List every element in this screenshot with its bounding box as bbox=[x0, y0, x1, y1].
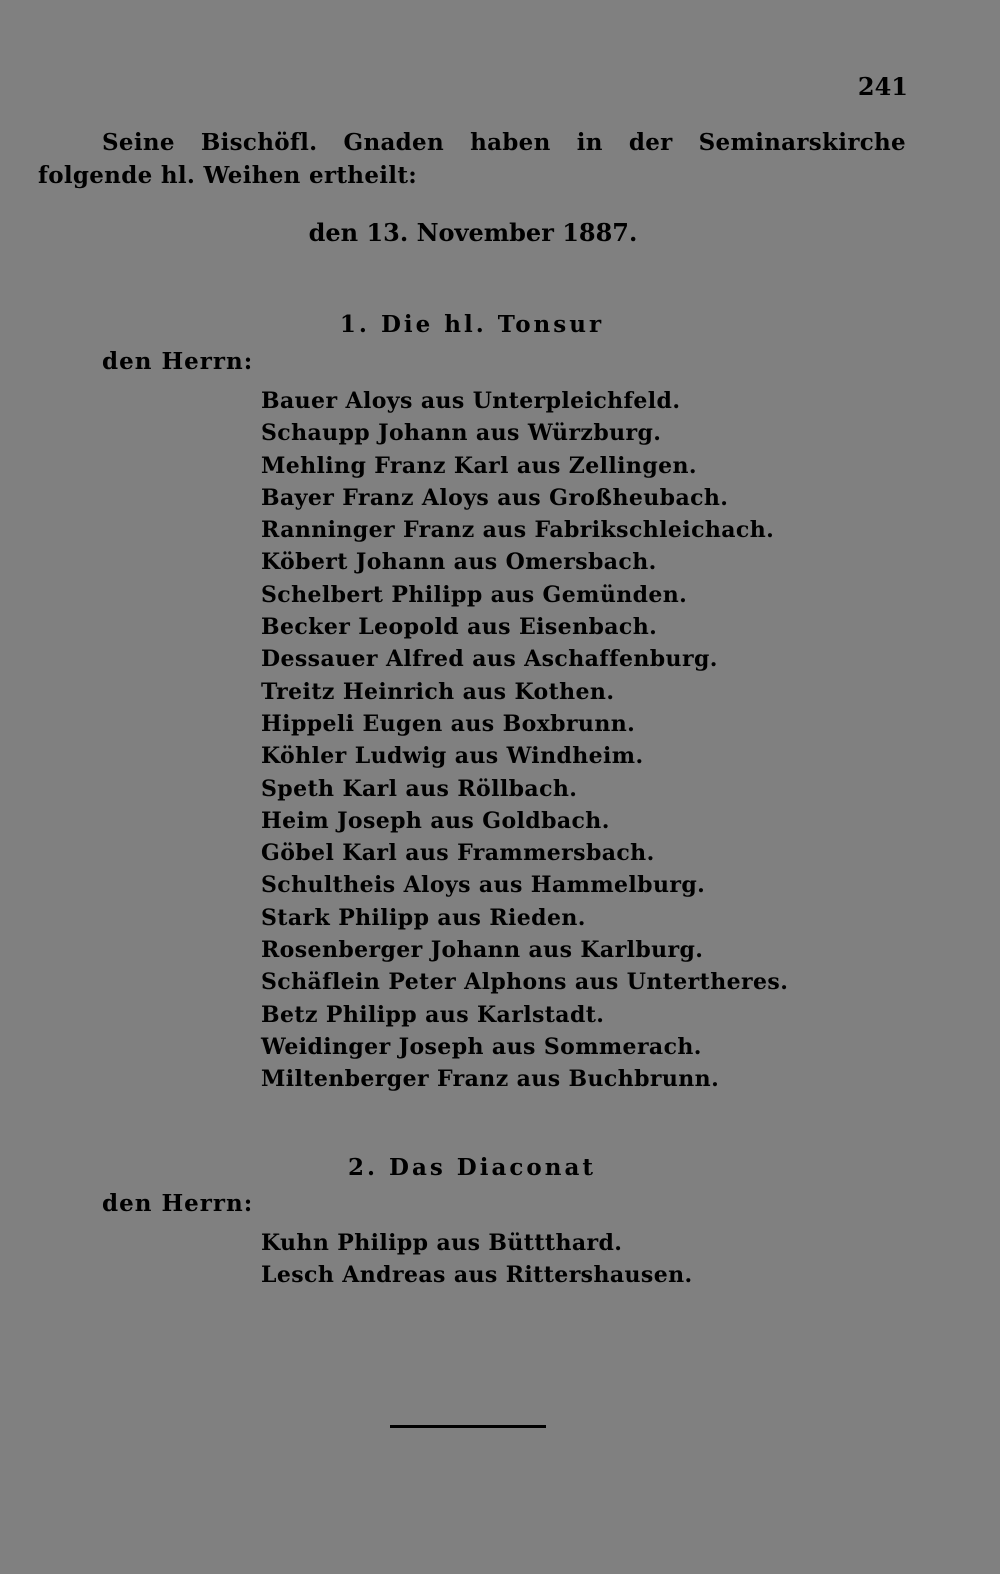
list-item: Ranninger Franz aus Fabrikschleichach. bbox=[261, 517, 775, 544]
list-item: Lesch Andreas aus Rittershausen. bbox=[261, 1262, 693, 1289]
closing-rule bbox=[390, 1425, 546, 1428]
list-item: Kuhn Philipp aus Büttthard. bbox=[261, 1230, 623, 1256]
list-item: Bauer Aloys aus Unterpleichfeld. bbox=[261, 388, 681, 414]
list-item: Bayer Franz Aloys aus Großheubach. bbox=[261, 484, 729, 511]
list-item: Weidinger Joseph aus Sommerach. bbox=[261, 1033, 702, 1060]
list-item: Dessauer Alfred aus Aschaffenburg. bbox=[261, 646, 718, 673]
list-item: Rosenberger Johann aus Karlburg. bbox=[261, 937, 704, 964]
name-list-tonsur bbox=[261, 385, 788, 1096]
list-item: Hippeli Eugen aus Boxbrunn. bbox=[261, 710, 636, 737]
addressee-tonsur: den Herrn: bbox=[102, 348, 254, 375]
list-item: Speth Karl aus Röllbach. bbox=[261, 775, 578, 802]
ordination-date: den 13. November 1887. bbox=[308, 218, 638, 247]
list-item: Betz Philipp aus Karlstadt. bbox=[261, 1001, 605, 1028]
list-item: Stark Philipp aus Rieden. bbox=[261, 904, 586, 931]
list-item: Mehling Franz Karl aus Zellingen. bbox=[261, 452, 697, 479]
list-item: Heim Joseph aus Goldbach. bbox=[261, 807, 610, 834]
list-item: Miltenberger Franz aus Buchbrunn. bbox=[261, 1066, 720, 1093]
list-item: Schelbert Philipp aus Gemünden. bbox=[261, 581, 688, 608]
list-item: Treitz Heinrich aus Kothen. bbox=[261, 678, 615, 705]
page-number: 241 bbox=[857, 72, 908, 101]
list-item: Schultheis Aloys aus Hammelburg. bbox=[261, 872, 706, 899]
list-item: Becker Leopold aus Eisenbach. bbox=[261, 614, 658, 641]
addressee-diaconat: den Herrn: bbox=[102, 1190, 254, 1217]
name-list-diaconat bbox=[261, 1227, 693, 1292]
list-item: Göbel Karl aus Frammersbach. bbox=[261, 840, 655, 867]
list-item: Köbert Johann aus Omersbach. bbox=[261, 549, 657, 576]
list-item: Köhler Ludwig aus Windheim. bbox=[261, 743, 644, 770]
list-item: Schaupp Johann aus Würzburg. bbox=[261, 420, 662, 447]
section-heading-diaconat: 2. Das Diaconat bbox=[347, 1154, 596, 1181]
section-heading-tonsur: 1. Die hl. Tonsur bbox=[339, 311, 605, 338]
list-item: Schäflein Peter Alphons aus Untertheres. bbox=[261, 969, 789, 996]
intro-paragraph: Seine Bischöfl. Gnaden haben in der Seminarskirche folgende hl. Weihen ertheilt: bbox=[38, 129, 906, 189]
